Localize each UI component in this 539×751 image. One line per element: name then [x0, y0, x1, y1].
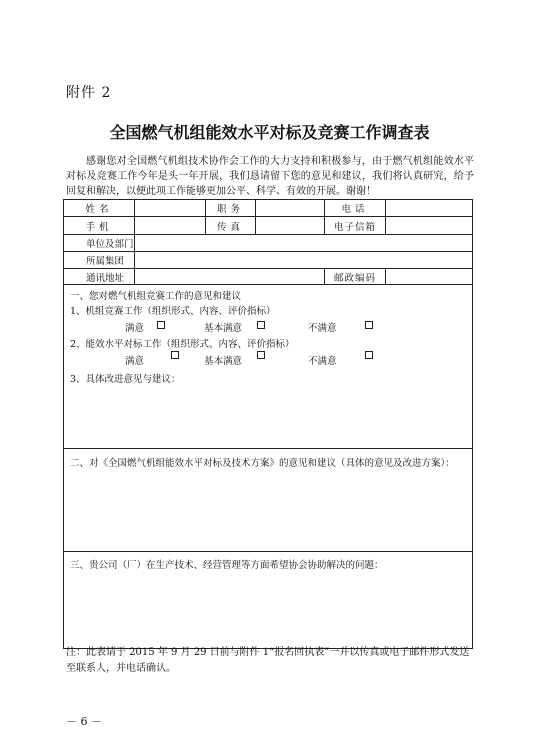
q1-unsatisfied-checkbox[interactable] [365, 321, 373, 329]
section-1-item-3: 3、具体改进意见与建议： [70, 374, 181, 385]
mobile-label: 手机 [85, 221, 113, 233]
form-row-mobile [64, 216, 472, 234]
section-1-item-2: 2、能效水平对标工作（组织形式、内容、评价指标） [70, 339, 295, 350]
form-row-unit [64, 234, 472, 251]
q2-unsatisfied-label: 不满意 [308, 356, 337, 367]
section-3[interactable] [64, 551, 472, 650]
q2-basic-checkbox[interactable] [257, 351, 265, 359]
phone-label: 电话 [324, 200, 385, 216]
address-field[interactable] [134, 269, 324, 284]
form-row-name [64, 200, 472, 216]
q1-unsatisfied-label: 不满意 [308, 323, 337, 334]
phone-field[interactable] [385, 200, 474, 216]
form-row-group [64, 251, 472, 268]
q1-satisfied-label: 满意 [125, 323, 145, 334]
section-2-heading: 二、对《全国燃气机组能效水平对标及技术方案》的意见和建议（具体的意见及改进方案）： [70, 458, 455, 469]
unit-field[interactable] [134, 235, 474, 251]
q2-satisfied-checkbox[interactable] [171, 351, 179, 359]
position-label: 职务 [205, 200, 255, 216]
intro-paragraph: 感谢您对全国燃气机组技术协作会工作的大力支持和积极参与，由于燃气机组能效水平对标及竞赛工作今年是头一年开展，我们恳请留下您的意见和建议，我们将认真研究，给予回复和解决，以便此项工作能够更加公平、科学、有效的开展。谢谢！ [66, 156, 474, 197]
section-1-heading: 一、您对燃气机组竞赛工作的意见和建议 [70, 291, 242, 302]
form-row-address [64, 268, 472, 284]
fax-label: 传真 [205, 217, 255, 234]
address-label: 通讯地址 [86, 272, 125, 284]
postcode-label: 邮政编码 [324, 269, 385, 284]
q1-satisfied-checkbox[interactable] [157, 321, 165, 329]
section-2[interactable] [64, 448, 472, 551]
name-label: 姓名 [85, 204, 113, 215]
q2-unsatisfied-checkbox[interactable] [365, 351, 373, 359]
q1-basic-checkbox[interactable] [257, 321, 265, 329]
postcode-field[interactable] [385, 269, 474, 284]
group-label: 所属集团 [86, 256, 125, 267]
fax-field[interactable] [255, 217, 324, 234]
section-1-item-1: 1、机组竞赛工作（组织形式、内容、评价指标） [70, 306, 276, 317]
q2-satisfied-label: 满意 [125, 356, 145, 367]
email-field[interactable] [385, 217, 474, 234]
survey-form [63, 199, 473, 649]
position-field[interactable] [255, 200, 324, 216]
group-field[interactable] [134, 252, 474, 268]
email-label: 电子信箱 [324, 217, 385, 234]
page-number: － 6 － [66, 715, 102, 728]
unit-label: 单位及部门 [86, 239, 134, 250]
attachment-label: 附件 2 [66, 85, 112, 101]
footnote: 注：此表请于 2015 年 9 月 29 日前与附件 1“报名回执表”一并以传真或电子邮件形式发送至联系人，并电话确认。 [66, 647, 470, 674]
mobile-field[interactable] [134, 217, 205, 234]
form-title: 全国燃气机组能效水平对标及竞赛工作调查表 [109, 123, 430, 142]
section-3-heading: 三、贵公司（厂）在生产技术、经营管理等方面希望协会协助解决的问题： [70, 560, 384, 571]
section-1 [64, 284, 472, 448]
q2-basic-label: 基本满意 [204, 356, 243, 367]
name-field[interactable] [134, 200, 205, 216]
q1-basic-label: 基本满意 [204, 323, 243, 334]
